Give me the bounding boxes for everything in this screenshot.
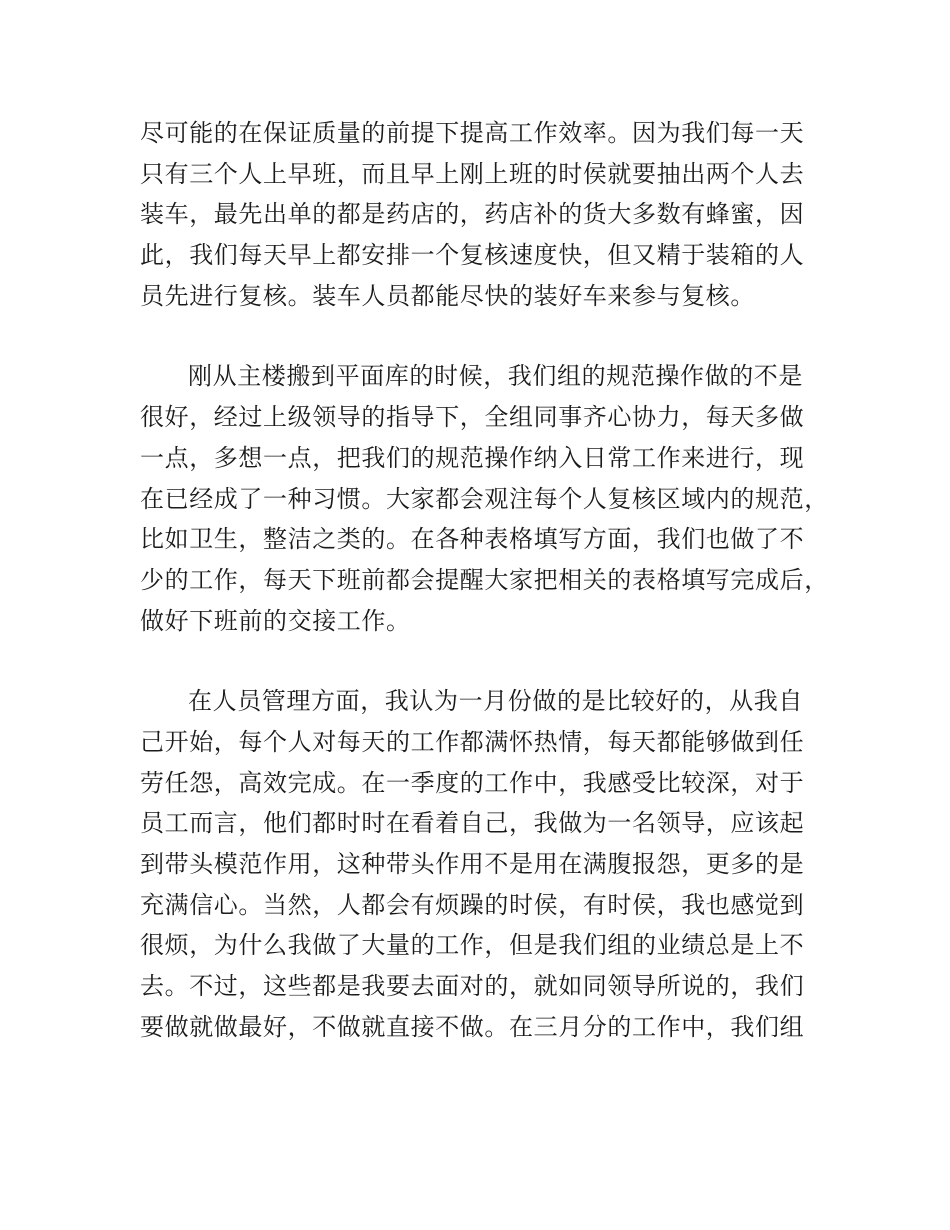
text-line: 尽可能的在保证质量的前提下提高工作效率。因为我们每一天: [140, 119, 805, 147]
text-line: 很烦，为什么我做了大量的工作，但是我们组的业绩总是上不: [140, 931, 805, 960]
text-line: 刚从主楼搬到平面库的时候，我们组的规范操作做的不是: [188, 362, 803, 391]
text-line: 充满信心。当然，人都会有烦躁的时侯，有时侯，我也感觉到: [140, 890, 805, 919]
text-line: 装车，最先出单的都是药店的，药店补的货大多数有蜂蜜，因: [140, 200, 805, 229]
text-line: 比如卫生，整洁之类的。在各种表格填写方面，我们也做了不: [140, 525, 805, 554]
document-body: [140, 113, 829, 1047]
text-line: 员先进行复核。装车人员都能尽快的装好车来参与复核。: [140, 281, 755, 310]
text-line: 己开始，每个人对每天的工作都满怀热情，每天都能够做到任: [140, 727, 805, 756]
text-line: 到带头模范作用，这种带头作用不是用在满腹报怨，更多的是: [140, 850, 805, 878]
text-line: 做好下班前的交接工作。: [140, 606, 411, 635]
paragraph-1: [140, 113, 822, 316]
text-line: 此，我们每天早上都安排一个复核速度快，但又精于装箱的人: [140, 241, 805, 270]
text-line: 很好，经过上级领导的指导下，全组同事齐心协力，每天多做: [140, 403, 805, 432]
text-line: 在人员管理方面，我认为一月份做的是比较好的，从我自: [188, 687, 803, 716]
text-line: 员工而言，他们都时时在看着自己，我做为一名领导，应该起: [140, 809, 805, 838]
text-line: 只有三个人上早班，而且早上刚上班的时侯就要抽出两个人去: [140, 159, 805, 188]
text-line: 一点，多想一点，把我们的规范操作纳入日常工作来进行，现: [140, 443, 805, 472]
paragraph-spacer: [140, 641, 822, 681]
text-line: 要做就做最好，不做就直接不做。在三月分的工作中，我们组: [140, 1012, 805, 1041]
text-line: 劳任怨，高效完成。在一季度的工作中，我感受比较深，对于: [140, 768, 805, 797]
text-line: 少的工作，每天下班前都会提醒大家把相关的表格填写完成后，: [140, 565, 829, 594]
paragraph-spacer: [140, 316, 822, 356]
text-line: 在已经成了一种习惯。大家都会观注每个人复核区域内的规范，: [140, 484, 829, 513]
paragraph-3: [140, 681, 822, 1047]
text-line: 去。不过，这些都是我要去面对的，就如同领导所说的，我们: [140, 972, 805, 1001]
paragraph-2: [140, 356, 829, 641]
